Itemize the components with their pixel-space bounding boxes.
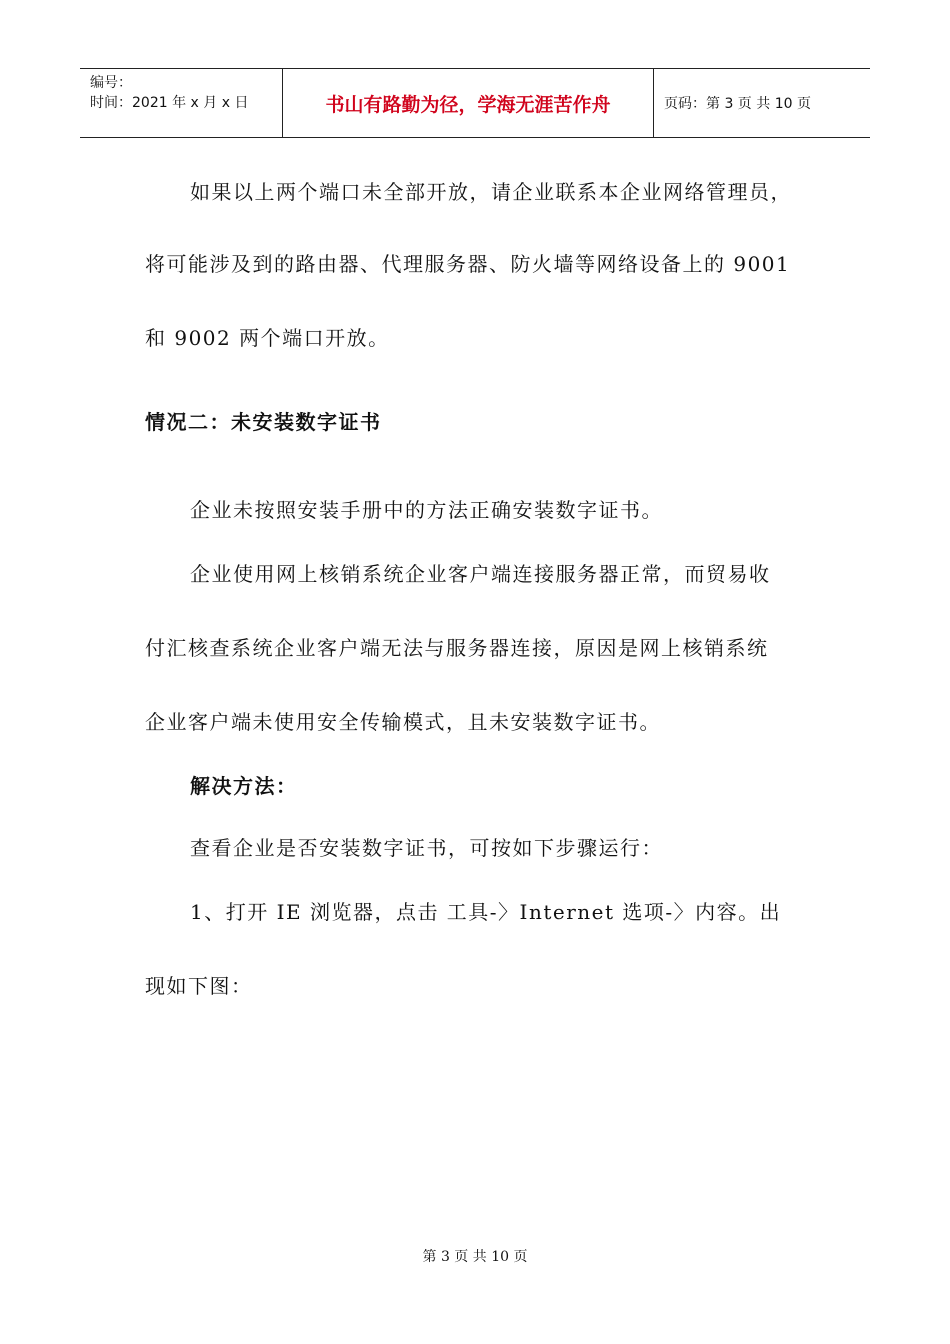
subheading: 解决方法：: [190, 774, 298, 798]
header-motto: 书山有路勤为径，学海无涯苦作舟: [325, 93, 611, 116]
header-page-info: 页码：第 3 页 共 10 页: [664, 96, 811, 112]
body-line: 企业未按照安装手册中的方法正确安装数字证书。: [190, 498, 663, 522]
body-line: 1、打开 IE 浏览器，点击 工具-〉Internet 选项-〉内容。出: [190, 900, 782, 924]
body-line: 将可能涉及到的路由器、代理服务器、防火墙等网络设备上的 9001: [145, 252, 791, 276]
page-footer: 第 3 页 共 10 页: [422, 1249, 528, 1265]
body-line: 和 9002 两个端口开放。: [145, 326, 390, 350]
body-line: 企业使用网上核销系统企业客户端连接服务器正常，而贸易收: [190, 562, 771, 586]
body-line: 如果以上两个端口未全部开放，请企业联系本企业网络管理员，: [190, 180, 792, 204]
header-time-label: 时间：2021 年 x 月 x 日: [90, 95, 249, 111]
body-line: 现如下图：: [145, 974, 253, 998]
body-line: 查看企业是否安装数字证书，可按如下步骤运行：: [190, 836, 663, 860]
header-number-label: 编号：: [90, 75, 132, 91]
body-line: 付汇核查系统企业客户端无法与服务器连接，原因是网上核销系统: [145, 636, 769, 660]
page-header: [80, 68, 870, 138]
section-heading: 情况二：未安装数字证书: [145, 410, 382, 434]
body-line: 企业客户端未使用安全传输模式，且未安装数字证书。: [145, 710, 661, 734]
header-meta: [80, 69, 282, 137]
header-motto-cell: [282, 69, 654, 137]
